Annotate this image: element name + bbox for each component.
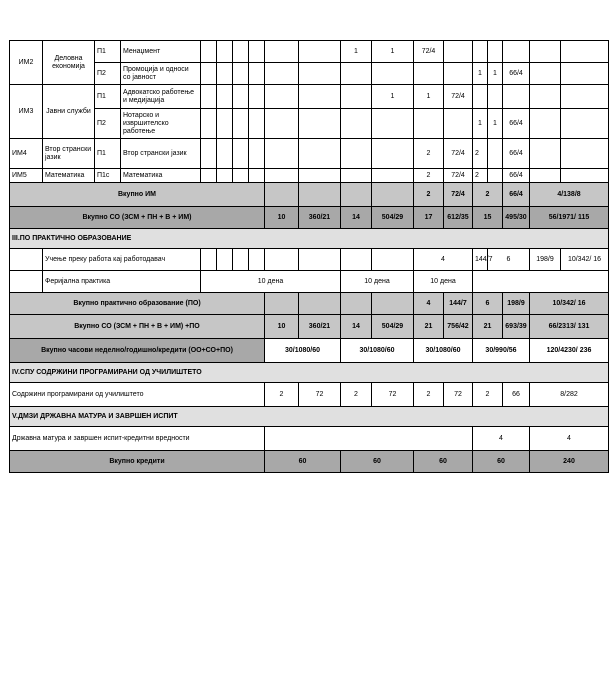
- cell: 1: [488, 109, 503, 139]
- cell: 2: [341, 383, 372, 407]
- cell: 1: [488, 63, 503, 85]
- cell: 66/4: [503, 139, 530, 169]
- module-code: ИМ5: [10, 169, 43, 183]
- total-value: 10: [265, 315, 299, 339]
- total-value: 10/342/ 16: [530, 293, 609, 315]
- cell: 72/4: [414, 41, 444, 63]
- total-label: Вкупно ИМ: [10, 183, 265, 207]
- total-value: 60: [265, 451, 341, 473]
- table-row: [10, 41, 609, 63]
- total-credits-row: [10, 451, 609, 473]
- total-value: 66/4: [503, 183, 530, 207]
- curriculum-table: [9, 40, 609, 473]
- cell: 10 дена: [201, 271, 341, 293]
- total-value: 2: [414, 183, 444, 207]
- cell: 198/9: [530, 249, 561, 271]
- subject-code: П1: [95, 85, 121, 109]
- cell: 144/7: [473, 249, 488, 271]
- total-value: 30/990/56: [473, 339, 530, 363]
- cell: 72/4: [444, 139, 473, 169]
- subject-name: Адвокатско работење и медијација: [121, 85, 201, 109]
- subject-name: Математика: [121, 169, 201, 183]
- total-value: 30/1080/60: [414, 339, 473, 363]
- cell: 10/342/ 16: [561, 249, 609, 271]
- section-title: III.ПО ПРАКТИЧНО ОБРАЗОВАНИЕ: [10, 229, 609, 249]
- cell: 1: [341, 41, 372, 63]
- subject-name: Втор странски јазик: [121, 139, 201, 169]
- total-value: 60: [341, 451, 414, 473]
- total-value: 66/2313/ 131: [530, 315, 609, 339]
- total-label: Вкупно СО (ЗСМ + ПН + В + ИМ): [10, 207, 265, 229]
- cell: 2: [473, 169, 488, 183]
- cell: 1: [372, 85, 414, 109]
- table-row: [10, 109, 609, 139]
- total-value: 504/29: [372, 207, 414, 229]
- cell: 2: [473, 139, 488, 169]
- module-name: Втор странски јазик: [43, 139, 95, 169]
- total-label: Вкупно часови неделно/годишно/кредити (ОО+СО+ПО): [10, 339, 265, 363]
- table-row: [10, 169, 609, 183]
- table-row: [10, 271, 609, 293]
- section-title: IV.СПУ СОДРЖИНИ ПРОГРАМИРАНИ ОД УЧИЛИШТЕТО: [10, 363, 609, 383]
- total-value: 360/21: [299, 207, 341, 229]
- cell: 66: [503, 383, 530, 407]
- module-code: ИМ2: [10, 41, 43, 85]
- total-value: 15: [473, 207, 503, 229]
- table-row: [10, 249, 609, 271]
- total-value: 693/39: [503, 315, 530, 339]
- cell: 2: [265, 383, 299, 407]
- table-row: [10, 139, 609, 169]
- total-label: Вкупно практично образование (ПО): [10, 293, 265, 315]
- module-name: Математика: [43, 169, 95, 183]
- cell: 2: [414, 383, 444, 407]
- total-value: 72/4: [444, 183, 473, 207]
- total-value: 240: [530, 451, 609, 473]
- subject-code: П2: [95, 63, 121, 85]
- total-value: 60: [414, 451, 473, 473]
- cell: 4: [530, 427, 609, 451]
- total-hours-row: [10, 339, 609, 363]
- module-code: ИМ3: [10, 85, 43, 139]
- subject-code: П1с: [95, 169, 121, 183]
- total-value: 4/138/8: [530, 183, 609, 207]
- subject-code: П1: [95, 41, 121, 63]
- cell: 4: [473, 427, 530, 451]
- total-value: 120/4230/ 236: [530, 339, 609, 363]
- cell: 72: [299, 383, 341, 407]
- total-value: 198/9: [503, 293, 530, 315]
- table-row: [10, 63, 609, 85]
- row-label: Учење преку работа кај работодавач: [43, 249, 201, 271]
- cell: 72/4: [444, 85, 473, 109]
- cell: 4: [414, 249, 473, 271]
- total-value: 14: [341, 207, 372, 229]
- total-value: 6: [473, 293, 503, 315]
- subject-code: П1: [95, 139, 121, 169]
- total-value: 144/7: [444, 293, 473, 315]
- cell: 1: [473, 63, 488, 85]
- module-code: ИМ4: [10, 139, 43, 169]
- total-value: 21: [414, 315, 444, 339]
- row-label: Содржини програмирани од училиштето: [10, 383, 265, 407]
- subject-name: Промоција и односи со јавност: [121, 63, 201, 85]
- cell: 6: [488, 249, 530, 271]
- cell: 2: [414, 139, 444, 169]
- cell: 66/4: [503, 169, 530, 183]
- total-value: 21: [473, 315, 503, 339]
- total-value: 495/30: [503, 207, 530, 229]
- total-value: 10: [265, 207, 299, 229]
- row-label: Феријална практика: [43, 271, 201, 293]
- cell: 66/4: [503, 63, 530, 85]
- section-row: [10, 229, 609, 249]
- table-row: [10, 383, 609, 407]
- cell: 72: [372, 383, 414, 407]
- total-value: 756/42: [444, 315, 473, 339]
- cell: 10 дена: [341, 271, 414, 293]
- cell: 66/4: [503, 109, 530, 139]
- table-row: [10, 85, 609, 109]
- module-name: Јавни служби: [43, 85, 95, 139]
- table-row: [10, 427, 609, 451]
- total-value: 60: [473, 451, 530, 473]
- total-value: 504/29: [372, 315, 414, 339]
- module-name: Деловна економија: [43, 41, 95, 85]
- cell: 1: [372, 41, 414, 63]
- cell: 1: [473, 109, 488, 139]
- section-row: [10, 363, 609, 383]
- row-label: Државна матура и завршен испит-кредитни вредности: [10, 427, 265, 451]
- cell: 72/4: [444, 169, 473, 183]
- section-title: V.ДМЗИ ДРЖАВНА МАТУРА И ЗАВРШЕН ИСПИТ: [10, 407, 609, 427]
- total-value: 360/21: [299, 315, 341, 339]
- total-value: 56/1971/ 115: [530, 207, 609, 229]
- cell: 2: [414, 169, 444, 183]
- total-so-row: [10, 207, 609, 229]
- subject-name: Нотарско и извршителско работење: [121, 109, 201, 139]
- total-im-row: [10, 183, 609, 207]
- cell: 10 дена: [414, 271, 473, 293]
- total-value: 30/1080/60: [341, 339, 414, 363]
- total-value: 4: [414, 293, 444, 315]
- subject-code: П2: [95, 109, 121, 139]
- total-po-row: [10, 293, 609, 315]
- subject-name: Менаџмент: [121, 41, 201, 63]
- total-label: Вкупно СО (ЗСМ + ПН + В + ИМ) +ПО: [10, 315, 265, 339]
- cell: 1: [414, 85, 444, 109]
- total-so-po-row: [10, 315, 609, 339]
- section-row: [10, 407, 609, 427]
- total-value: 2: [473, 183, 503, 207]
- cell: 8/282: [530, 383, 609, 407]
- cell: 2: [473, 383, 503, 407]
- cell: 72: [444, 383, 473, 407]
- total-value: 30/1080/60: [265, 339, 341, 363]
- total-value: 17: [414, 207, 444, 229]
- total-value: 14: [341, 315, 372, 339]
- total-value: 612/35: [444, 207, 473, 229]
- total-label: Вкупно кредити: [10, 451, 265, 473]
